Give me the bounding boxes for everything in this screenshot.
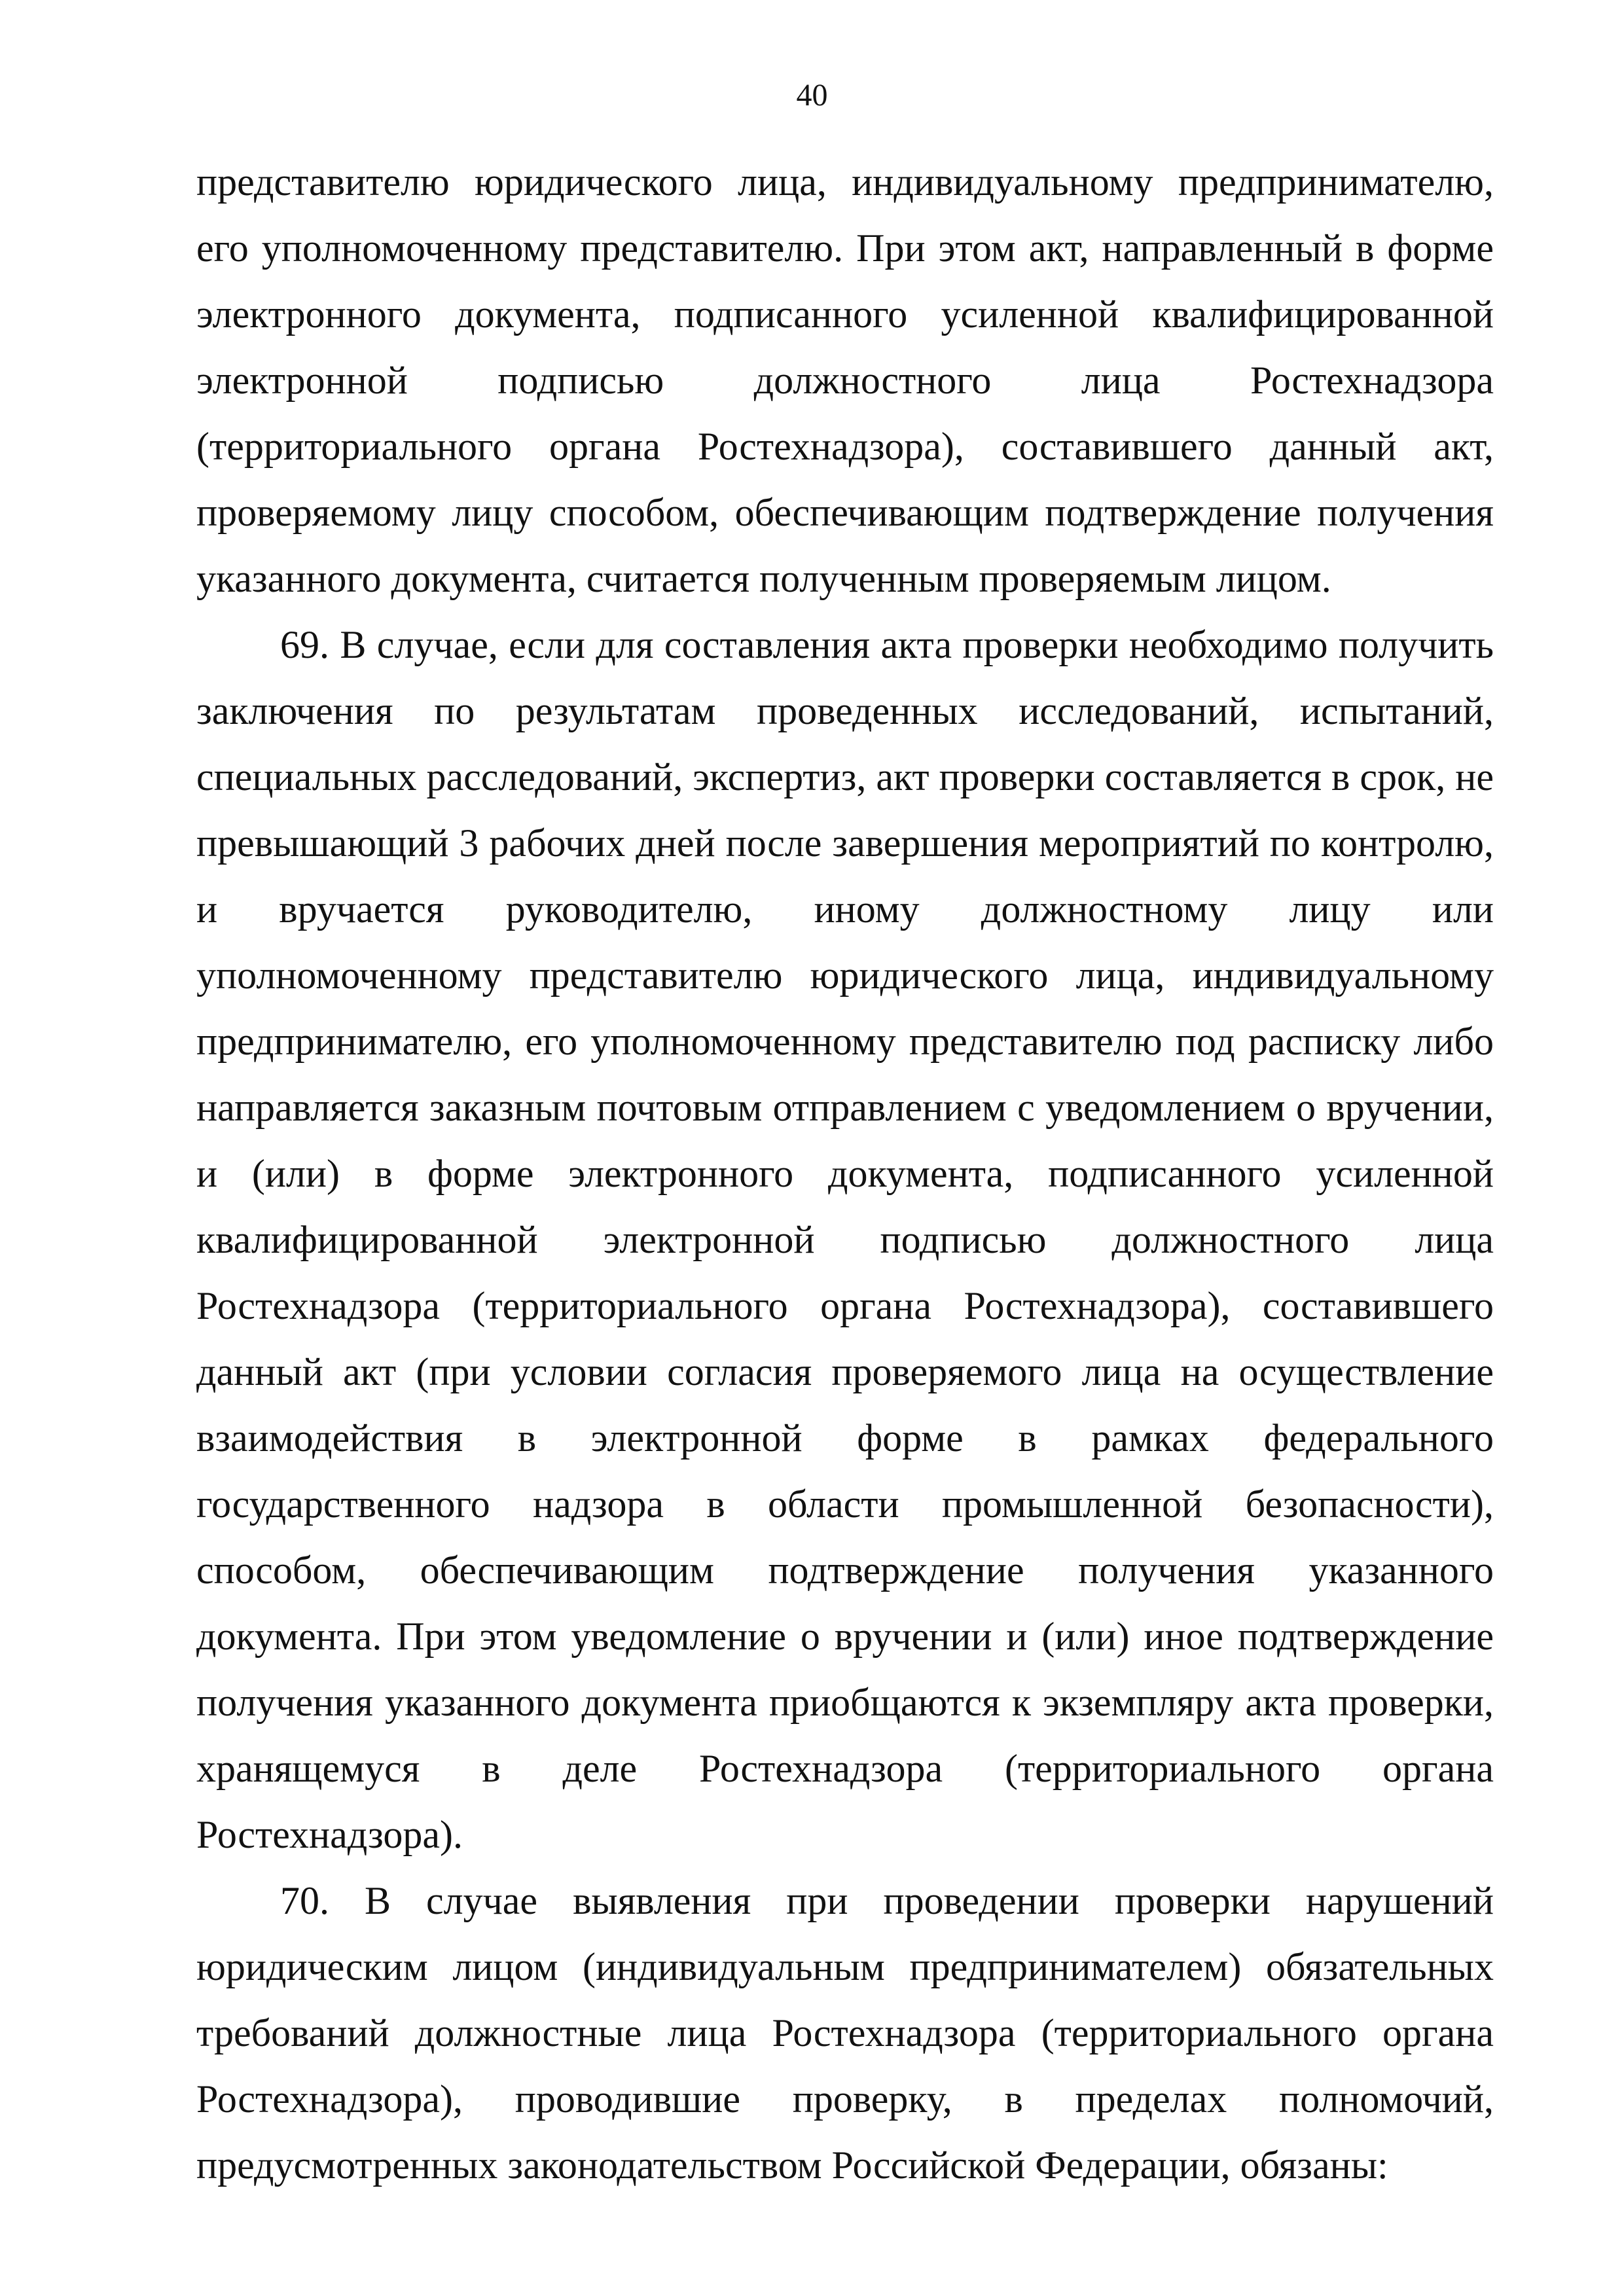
page-number: 40: [796, 78, 828, 113]
paragraph-continuation: представителю юридического лица, индивидуальному предпринимателю, его уполномоченному представителю. При этом акт, направленный в форме электронного документа, подписанного усиленной квалифицированной электронной подписью должностного лица Ростехнадзора (территориального органа Ростехнадзора), составившего данный акт, проверяемому лицу способом, обеспечивающим подтверждение получения указанного документа, считается полученным проверяемым лицом.: [196, 160, 1494, 600]
paragraph-item-69: 69. В случае, если для составления акта проверки необходимо получить заключения по результатам проведенных исследований, испытаний, специальных расследований, экспертиз, акт проверки составляется в срок, не превышающий 3 рабочих дней после завершения мероприятий по контролю, и вручается руководителю, иному должностному лицу или уполномоченному представителю юридического лица, индивидуальному предпринимателю, его уполномоченному представителю под расписку либо направляется заказным почтовым отправлением с уведомлением о вручении, и (или) в форме электронного документа, подписанного усиленной квалифицированной электронной подписью должностного лица Ростехнадзора (территориального органа Ростехнадзора), составившего данный акт (при условии согласия проверяемого лица на осуществление взаимодействия в электронной форме в рамках федерального государственного надзора в области промышленной безопасности), способом, обеспечивающим подтверждение получения указанного документа. При этом уведомление о вручении и (или) иное подтверждение получения указанного документа приобщаются к экземпляру акта проверки, хранящемуся в деле Ростехнадзора (территориального органа Ростехнадзора).: [196, 623, 1494, 1856]
document-body: [196, 149, 1494, 2198]
paragraph-item-70: 70. В случае выявления при проведении проверки нарушений юридическим лицом (индивидуальным предпринимателем) обязательных требований должностные лица Ростехнадзора (территориального органа Ростехнадзора), проводившие проверку, в пределах полномочий, предусмотренных законодательством Российской Федерации, обязаны:: [196, 1879, 1494, 2187]
